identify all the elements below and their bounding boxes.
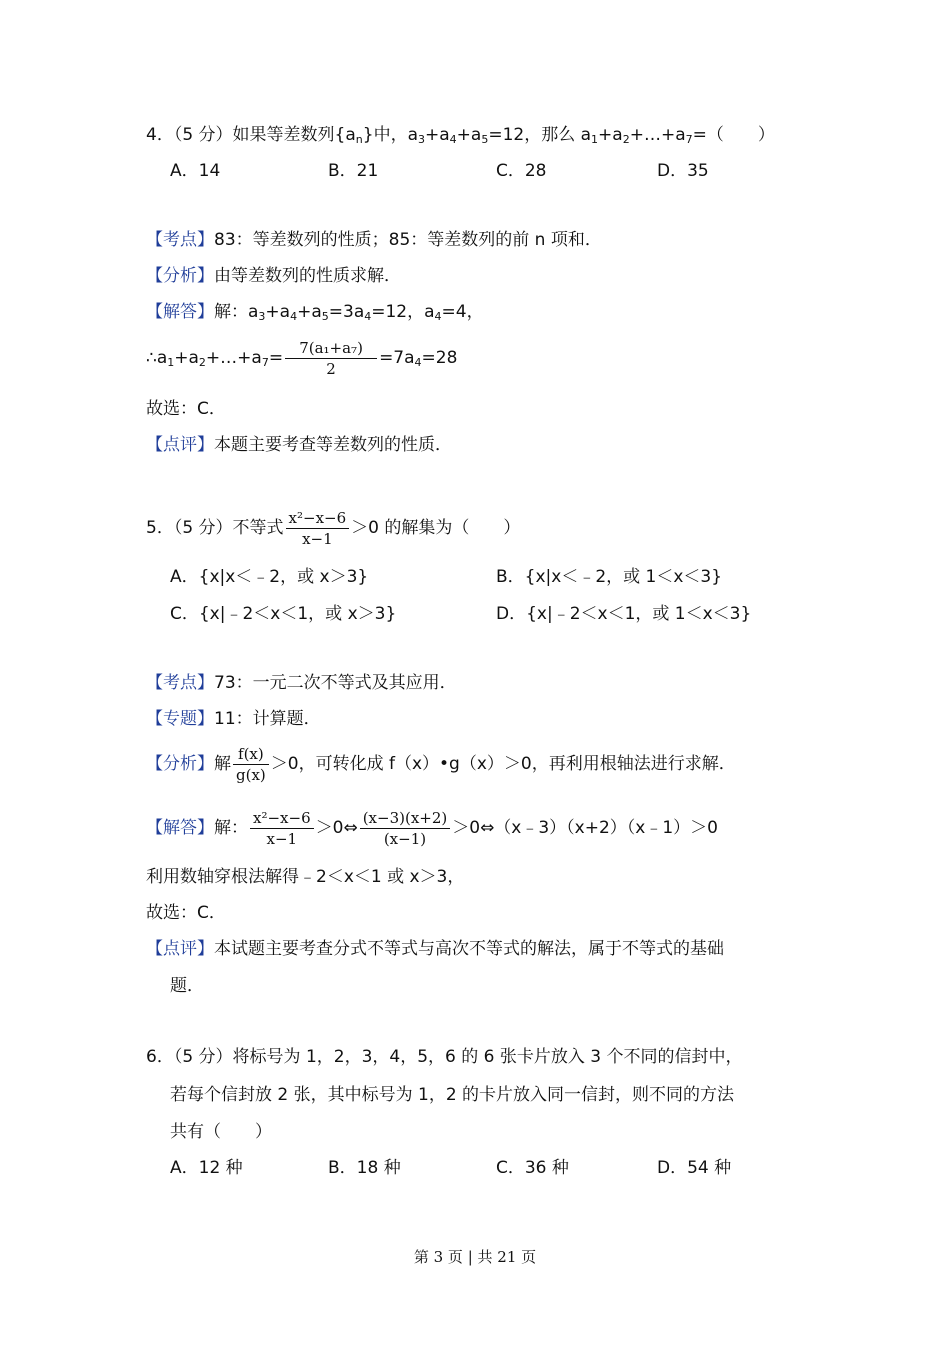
subscript: n [355, 133, 363, 146]
subscript: 2 [198, 356, 206, 369]
section-text: 11：计算题． [214, 709, 321, 729]
q5-stem-text: ＞0 的解集为（ ） [351, 518, 521, 538]
q4-option-d: D．35 [657, 161, 709, 181]
q5-option-d: D．{x|﹣2＜x＜1，或 1＜x＜3} [496, 604, 752, 624]
q4-stem-text: +a [425, 125, 450, 145]
subscript: 5 [481, 133, 489, 146]
section-tag: 【专题】 [146, 709, 214, 729]
section-tag: 【解答】 [146, 302, 214, 322]
section-tag: 【解答】 [146, 818, 214, 838]
q5-jieda [146, 806, 718, 850]
math-text: ＞0⇔ [315, 818, 358, 838]
fraction-numerator: x²−x−6 [286, 508, 350, 529]
q4-sum-line [146, 334, 457, 382]
page-footer: 第 3 页 | 共 21 页 [413, 1248, 537, 1266]
q4-dianping [146, 434, 452, 456]
q6-stem-line3: 共有（ ） [170, 1122, 272, 1142]
q4-stem-text: +a [598, 125, 623, 145]
section-tag: 【考点】 [146, 230, 214, 250]
q5-option-c: C．{x|﹣2＜x＜1，或 x＞3} [170, 604, 397, 624]
section-text: 本题主要考查等差数列的性质． [214, 435, 452, 455]
subscript: 3 [258, 310, 266, 323]
fraction-denominator: (x−1) [383, 829, 427, 848]
subscript: 1 [591, 133, 599, 146]
fraction [233, 744, 269, 785]
q4-option-c: C．28 [496, 161, 547, 181]
section-tag: 【点评】 [146, 939, 214, 959]
q4-stem-text: 4．（5 分）如果等差数列{a [146, 125, 356, 145]
fraction-denominator: g(x) [236, 765, 266, 784]
q5-dianping [146, 938, 724, 960]
subscript: 4 [364, 310, 372, 323]
section-text: 73：一元二次不等式及其应用． [214, 673, 457, 693]
math-text: ＞0⇔（x﹣3）（x+2）（x﹣1）＞0 [452, 818, 718, 838]
q4-kaodian [146, 229, 602, 251]
q5-option-a: A．{x|x＜﹣2，或 x＞3} [170, 567, 369, 587]
subscript: 4 [290, 310, 298, 323]
math-text: +…+a [205, 348, 262, 368]
math-text: =12，a [371, 302, 435, 322]
fraction [286, 508, 350, 549]
subscript: 7 [261, 356, 269, 369]
fraction-numerator: (x−3)(x+2) [360, 808, 451, 829]
section-tag: 【点评】 [146, 435, 214, 455]
subscript: 3 [418, 133, 425, 146]
q5-jieda-line2: 利用数轴穿根法解得﹣2＜x＜1 或 x＞3， [146, 867, 465, 887]
fraction [285, 338, 377, 379]
math-text: +a [174, 348, 199, 368]
q5-dianping-line2: 题． [170, 976, 204, 996]
q4-option-b: B．21 [328, 161, 379, 181]
section-tag: 【分析】 [146, 754, 214, 774]
subscript: 4 [434, 310, 442, 323]
fraction-denominator: x−1 [266, 829, 298, 848]
fraction [250, 808, 314, 849]
q4-stem [146, 124, 775, 146]
math-text: 解：a [214, 302, 259, 322]
math-text: =7a [379, 348, 415, 368]
section-text: 由等差数列的性质求解． [214, 266, 401, 286]
q4-guxuan: 故选：C． [146, 399, 226, 419]
q5-guxuan: 故选：C． [146, 903, 226, 923]
q6-stem-line1: 6．（5 分）将标号为 1，2，3，4，5，6 的 6 张卡片放入 3 个不同的信封中， [146, 1047, 743, 1067]
fraction-numerator: f(x) [233, 744, 269, 765]
q4-stem-text: +…+a [629, 125, 686, 145]
math-text: =28 [421, 348, 458, 368]
q4-stem-text: =12，那么 a [488, 125, 592, 145]
fraction-denominator: x−1 [302, 529, 333, 548]
q4-option-a: A．14 [170, 161, 221, 181]
q4-stem-text: }中，a [362, 125, 418, 145]
section-tag: 【考点】 [146, 673, 214, 693]
q5-kaodian [146, 672, 457, 694]
math-text: +a [297, 302, 322, 322]
q5-fenxi [146, 742, 736, 786]
fraction-numerator: 7(a₁+a₇) [285, 338, 377, 359]
q6-option-c: C．36 种 [496, 1158, 569, 1178]
subscript: 7 [685, 133, 693, 146]
math-text: 解： [214, 818, 248, 838]
math-text: = [268, 348, 284, 368]
fraction-denominator: 2 [326, 359, 336, 378]
math-text: =4， [441, 302, 484, 322]
subscript: 2 [622, 133, 630, 146]
section-text: 本试题主要考查分式不等式与高次不等式的解法，属于不等式的基础 [214, 939, 724, 959]
math-text: ∴a [146, 348, 168, 368]
section-text: 83：等差数列的性质；85：等差数列的前 n 项和． [214, 230, 602, 250]
q6-option-b: B．18 种 [328, 1158, 401, 1178]
section-tag: 【分析】 [146, 266, 214, 286]
q6-option-d: D．54 种 [657, 1158, 732, 1178]
q4-stem-text: +a [456, 125, 482, 145]
q4-stem-text: =（ ） [692, 125, 775, 145]
q4-jieda [146, 301, 484, 323]
q5-stem-text: 5．（5 分）不等式 [146, 518, 284, 538]
subscript: 4 [414, 356, 422, 369]
math-text: 解 [214, 754, 231, 774]
subscript: 4 [449, 133, 457, 146]
subscript: 1 [167, 356, 175, 369]
q6-stem-line2: 若每个信封放 2 张，其中标号为 1，2 的卡片放入同一信封，则不同的方法 [170, 1085, 735, 1105]
q5-zhuanti [146, 708, 321, 730]
q5-option-b: B．{x|x＜﹣2，或 1＜x＜3} [496, 567, 723, 587]
fraction [360, 808, 451, 849]
math-text: +a [265, 302, 291, 322]
q5-stem [146, 506, 520, 550]
section-text: ＞0，可转化成 f（x）•g（x）＞0，再利用根轴法进行求解． [270, 754, 736, 774]
fraction-numerator: x²−x−6 [250, 808, 314, 829]
subscript: 5 [321, 310, 329, 323]
q4-fenxi [146, 265, 401, 287]
math-text: =3a [328, 302, 365, 322]
q6-option-a: A．12 种 [170, 1158, 243, 1178]
